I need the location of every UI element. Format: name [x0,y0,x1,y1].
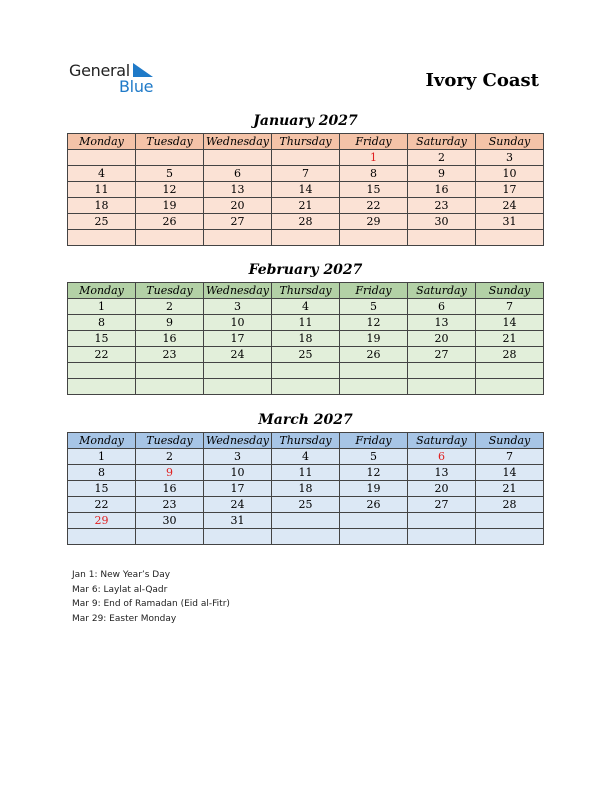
day-cell: 29 [68,513,136,529]
day-cell: 12 [136,182,204,198]
day-cell [272,230,340,246]
day-cell [68,230,136,246]
day-cell: 16 [408,182,476,198]
week-row [68,315,544,331]
day-cell: 12 [340,465,408,481]
day-cell [408,529,476,545]
day-cell [476,230,544,246]
day-cell: 25 [68,214,136,230]
country-title: Ivory Coast [425,70,539,91]
day-cell: 10 [204,465,272,481]
weekday-header: Sunday [476,283,544,299]
holiday-note: Mar 6: Laylat al-Qadr [72,584,168,595]
day-cell: 21 [476,331,544,347]
month-title-march: March 2027 [258,412,353,428]
weekday-header: Friday [340,134,408,150]
day-cell: 18 [68,198,136,214]
day-cell: 4 [272,299,340,315]
holiday-note: Mar 29: Easter Monday [72,613,177,624]
month-title-january: January 2027 [253,113,358,129]
day-cell: 6 [408,299,476,315]
day-cell: 5 [136,166,204,182]
weekday-header: Thursday [272,134,340,150]
day-cell: 26 [340,347,408,363]
day-cell: 27 [408,497,476,513]
day-cell [204,379,272,395]
day-cell [272,513,340,529]
day-cell: 28 [272,214,340,230]
day-cell [272,150,340,166]
day-cell: 8 [68,315,136,331]
day-cell: 4 [68,166,136,182]
day-cell: 14 [272,182,340,198]
weekday-header: Friday [340,283,408,299]
week-row [68,513,544,529]
day-cell [340,363,408,379]
day-cell [340,379,408,395]
day-cell [136,230,204,246]
day-cell: 23 [136,347,204,363]
week-row [68,497,544,513]
day-cell: 24 [204,347,272,363]
day-cell [68,379,136,395]
day-cell: 11 [272,315,340,331]
holiday-note: Jan 1: New Year’s Day [72,570,171,580]
day-cell: 6 [408,449,476,465]
day-cell: 23 [136,497,204,513]
day-cell: 21 [272,198,340,214]
day-cell: 2 [136,299,204,315]
week-row [68,214,544,230]
day-cell [340,529,408,545]
weekday-header: Tuesday [136,283,204,299]
week-row [68,150,544,166]
day-cell: 18 [272,481,340,497]
weekday-header: Sunday [476,134,544,150]
day-cell: 15 [340,182,408,198]
day-cell [476,379,544,395]
day-cell: 1 [68,449,136,465]
day-cell: 13 [204,182,272,198]
day-cell [136,529,204,545]
weekday-header-row [68,134,544,150]
day-cell: 4 [272,449,340,465]
weekday-header: Wednesday [204,283,272,299]
day-cell [68,529,136,545]
day-cell [272,379,340,395]
day-cell: 12 [340,315,408,331]
day-cell: 11 [68,182,136,198]
logo [69,61,169,97]
day-cell: 31 [204,513,272,529]
weekday-header-row [68,283,544,299]
weekday-header: Monday [68,433,136,449]
day-cell: 25 [272,347,340,363]
day-cell [408,363,476,379]
day-cell: 15 [68,331,136,347]
day-cell: 28 [476,497,544,513]
day-cell: 25 [272,497,340,513]
weekday-header: Thursday [272,433,340,449]
day-cell: 7 [476,299,544,315]
day-cell: 1 [68,299,136,315]
day-cell: 8 [340,166,408,182]
calendar-february [67,282,544,395]
day-cell: 19 [340,481,408,497]
day-cell [476,529,544,545]
week-row [68,299,544,315]
week-row [68,230,544,246]
day-cell: 22 [68,497,136,513]
day-cell: 2 [408,150,476,166]
day-cell: 31 [476,214,544,230]
day-cell: 3 [476,150,544,166]
weekday-header: Saturday [408,283,476,299]
weekday-header: Wednesday [204,433,272,449]
day-cell [204,150,272,166]
day-cell [340,513,408,529]
day-cell [68,150,136,166]
calendar-january [67,133,544,246]
day-cell: 19 [340,331,408,347]
weekday-header: Monday [68,283,136,299]
day-cell: 5 [340,299,408,315]
day-cell: 7 [476,449,544,465]
day-cell: 22 [68,347,136,363]
week-row [68,529,544,545]
day-cell: 13 [408,315,476,331]
day-cell: 24 [476,198,544,214]
week-row [68,331,544,347]
week-row [68,465,544,481]
day-cell: 9 [136,315,204,331]
day-cell: 9 [408,166,476,182]
day-cell: 14 [476,465,544,481]
day-cell: 19 [136,198,204,214]
week-row [68,449,544,465]
day-cell: 20 [204,198,272,214]
day-cell [68,363,136,379]
day-cell [136,363,204,379]
holiday-note: Mar 9: End of Ramadan (Eid al-Fitr) [72,599,230,609]
day-cell: 10 [476,166,544,182]
calendar-march [67,432,544,545]
weekday-header: Friday [340,433,408,449]
day-cell: 7 [272,166,340,182]
day-cell: 11 [272,465,340,481]
day-cell [272,529,340,545]
day-cell: 22 [340,198,408,214]
day-cell [204,230,272,246]
weekday-header: Sunday [476,433,544,449]
week-row [68,198,544,214]
day-cell: 3 [204,449,272,465]
weekday-header: Tuesday [136,433,204,449]
day-cell: 17 [204,331,272,347]
day-cell: 26 [340,497,408,513]
day-cell: 5 [340,449,408,465]
day-cell: 17 [204,481,272,497]
week-row [68,481,544,497]
day-cell: 27 [408,347,476,363]
weekday-header: Monday [68,134,136,150]
day-cell: 9 [136,465,204,481]
day-cell: 20 [408,331,476,347]
day-cell: 29 [340,214,408,230]
logo-triangle-icon [133,63,153,77]
day-cell [204,529,272,545]
day-cell: 10 [204,315,272,331]
weekday-header: Wednesday [204,134,272,150]
day-cell [136,379,204,395]
week-row [68,166,544,182]
day-cell: 15 [68,481,136,497]
day-cell: 21 [476,481,544,497]
day-cell: 13 [408,465,476,481]
day-cell: 16 [136,331,204,347]
day-cell [272,363,340,379]
day-cell: 18 [272,331,340,347]
day-cell: 28 [476,347,544,363]
holiday-notes [72,568,230,626]
day-cell: 23 [408,198,476,214]
weekday-header: Saturday [408,433,476,449]
weekday-header: Thursday [272,283,340,299]
week-row [68,363,544,379]
day-cell: 3 [204,299,272,315]
day-cell [476,513,544,529]
weekday-header: Saturday [408,134,476,150]
week-row [68,182,544,198]
day-cell [476,363,544,379]
day-cell [408,379,476,395]
week-row [68,347,544,363]
day-cell: 16 [136,481,204,497]
logo-text-blue: Blue [119,77,154,96]
day-cell: 20 [408,481,476,497]
day-cell: 17 [476,182,544,198]
day-cell [408,513,476,529]
day-cell: 30 [408,214,476,230]
week-row [68,379,544,395]
weekday-header-row [68,433,544,449]
day-cell: 26 [136,214,204,230]
day-cell: 14 [476,315,544,331]
day-cell: 2 [136,449,204,465]
month-title-february: February 2027 [248,262,363,278]
weekday-header: Tuesday [136,134,204,150]
logo-text-general: General [69,61,130,80]
day-cell [408,230,476,246]
day-cell [340,230,408,246]
day-cell [204,363,272,379]
day-cell: 30 [136,513,204,529]
day-cell [136,150,204,166]
day-cell: 27 [204,214,272,230]
day-cell: 8 [68,465,136,481]
day-cell: 1 [340,150,408,166]
day-cell: 24 [204,497,272,513]
day-cell: 6 [204,166,272,182]
